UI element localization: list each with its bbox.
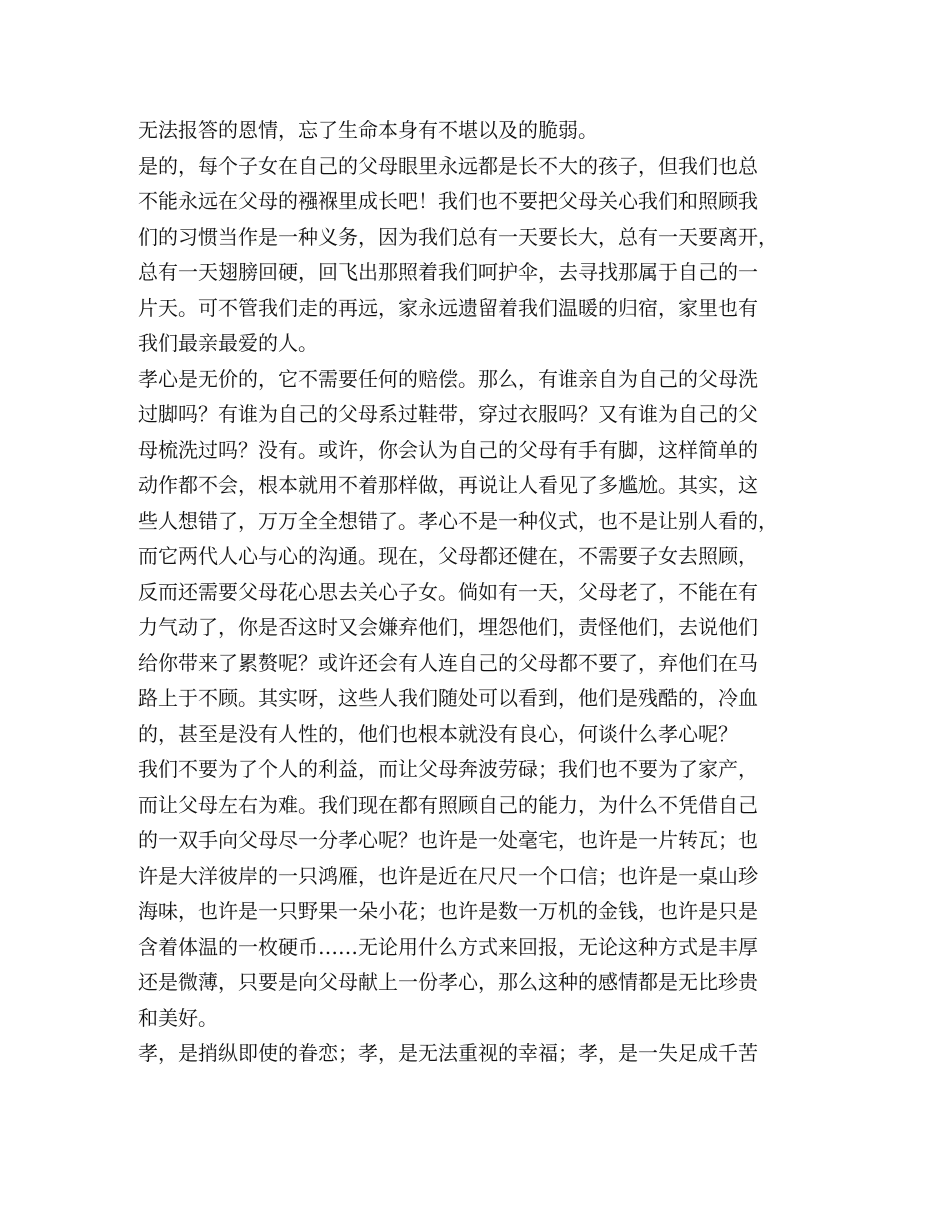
text-line: 母梳洗过吗？没有。或许，你会认为自己的父母有手有脚，这样简单的 (138, 437, 758, 462)
text-line: 是的，每个子女在自己的父母眼里永远都是长不大的孩子，但我们也总 (138, 153, 758, 178)
text-line: 不能永远在父母的襁褓里成长吧！我们也不要把父母关心我们和照顾我 (138, 189, 758, 213)
text-line: 的，甚至是没有人性的，他们也根本就没有良心，何谈什么孝心呢？ (138, 721, 738, 746)
text-line: 孝，是捎纵即使的眷恋；孝，是无法重视的幸福；孝，是一失足成千苦 (138, 1041, 758, 1065)
text-line: 给你带来了累赘呢？或许还会有人连自己的父母都不要了，弃他们在马 (138, 650, 758, 675)
text-line: 许是大洋彼岸的一只鸿雁，也许是近在尺尺一个口信；也许是一桌山珍 (138, 863, 758, 888)
text-line: 些人想错了，万万全全想错了。孝心不是一种仪式，也不是让别人看的， (138, 508, 778, 533)
text-line: 片天。可不管我们走的再远，家永远遗留着我们温暖的归宿，家里也有 (138, 295, 758, 320)
text-line: 路上于不顾。其实呀，这些人我们随处可以看到，他们是残酷的，冷血 (138, 686, 758, 710)
text-line: 反而还需要父母花心思去关心子女。倘如有一天，父母老了，不能在有 (138, 579, 758, 604)
text-line: 力气动了，你是否这时又会嫌弃他们，埋怨他们，责怪他们，去说他们 (138, 615, 758, 639)
text-line: 我们最亲最爱的人。 (138, 331, 318, 355)
document-body (138, 113, 828, 1072)
text-line: 海味，也许是一只野果一朵小花；也许是数一万机的金钱，也许是只是 (138, 899, 758, 923)
text-line: 还是微薄，只要是向父母献上一份孝心，那么这种的感情都是无比珍贵 (138, 970, 758, 994)
text-line: 我们不要为了个人的利益，而让父母奔波劳碌；我们也不要为了家产， (138, 757, 758, 781)
text-line: 含着体温的一枚硬币……无论用什么方式来回报，无论这种方式是丰厚 (138, 934, 758, 959)
text-line: 和美好。 (138, 1005, 218, 1030)
text-line: 而让父母左右为难。我们现在都有照顾自己的能力，为什么不凭借自己 (138, 792, 758, 817)
text-line: 总有一天翅膀回硬，回飞出那照着我们呵护伞，去寻找那属于自己的一 (138, 260, 758, 284)
text-line: 无法报答的恩情，忘了生命本身有不堪以及的脆弱。 (138, 118, 598, 142)
text-line: 而它两代人心与心的沟通。现在，父母都还健在，不需要子女去照顾， (138, 544, 758, 568)
text-line: 们的习惯当作是一种义务，因为我们总有一天要长大，总有一天要离开， (138, 224, 778, 249)
text-line: 的一双手向父母尽一分孝心呢？也许是一处毫宅，也许是一片转瓦；也 (138, 828, 758, 852)
text-line: 动作都不会，根本就用不着那样做，再说让人看见了多尴尬。其实，这 (138, 473, 758, 497)
text-line: 孝心是无价的，它不需要任何的赔偿。那么，有谁亲自为自己的父母洗 (138, 366, 758, 391)
text-line: 过脚吗？有谁为自己的父母系过鞋带，穿过衣服吗？又有谁为自己的父 (138, 402, 758, 426)
